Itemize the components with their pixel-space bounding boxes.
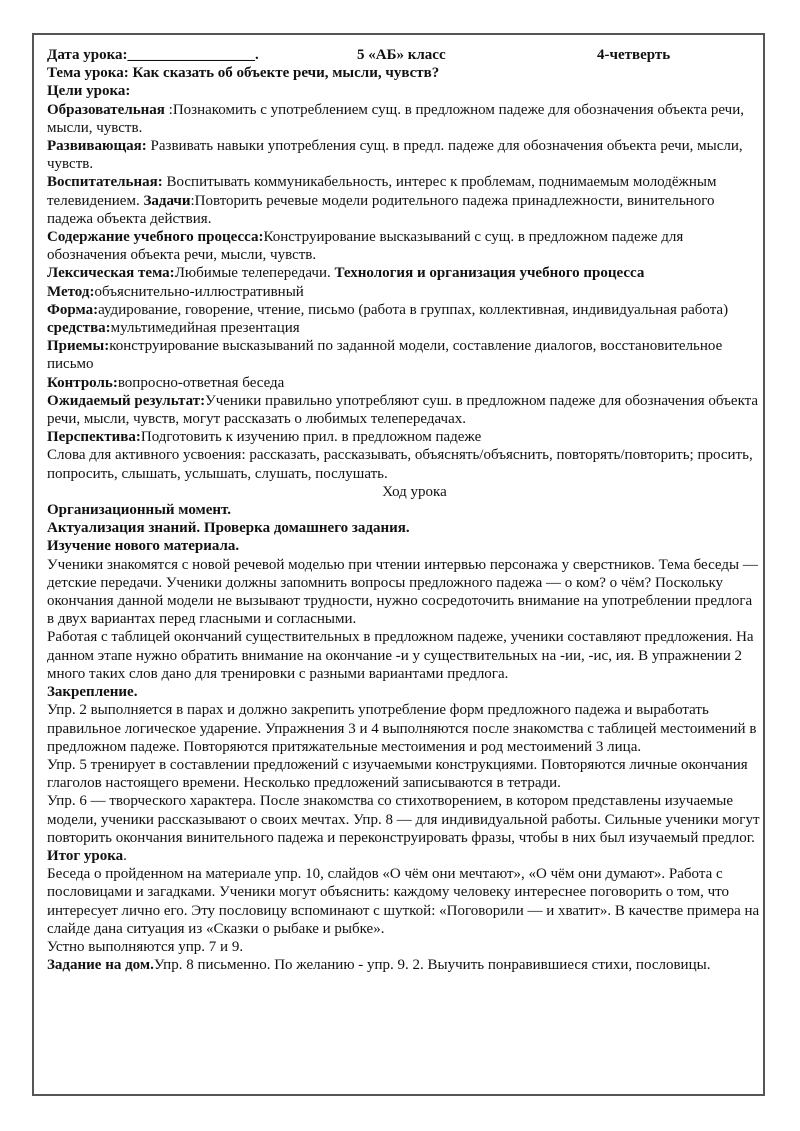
goal-upbringing: Воспитательная: Воспитывать коммуникабельность, интерес к проблемам, поднимаемым молодёжным телевидением. Задачи:Повторить речевые модели родительного падежа принадлежности, винительного падежа объекта действия. <box>47 174 717 227</box>
control: Контроль:вопросно-ответная беседа <box>47 374 285 391</box>
goal-developing: Развивающая: Развивать навыки употребления сущ. в предл. падеже для обозначения объекта речи, мысли, чувств. <box>47 138 743 173</box>
consolidation-heading: Закрепление. <box>47 684 138 701</box>
actualization-heading: Актуализация знаний. Проверка домашнего задания. <box>47 520 410 537</box>
homework: Задание на дом.Упр. 8 письменно. По желанию - упр. 9. 2. Выучить понравившиеся стихи, пословицы. <box>47 957 711 974</box>
content-process: Содержание учебного процесса:Конструирование высказываний с сущ. в предложном падеже для обозначения объекта речи, мысли, чувств. <box>47 229 684 264</box>
new-material-paragraph-2: Работая с таблицей окончаний существительных в предложном падеже, ученики составляют предложения. На данном этапе нужно обратить внимание на окончание -и у существительных на -ии, -ис, ия. В упражнении 2 много таких слов дано для тренировки с разными вариантами предлога. <box>47 629 754 682</box>
quarter-label: 4-четверть <box>597 47 671 63</box>
summary-paragraph-2: Устно выполняются упр. 7 и 9. <box>47 938 244 955</box>
lesson-date-label: Дата урока:_________________. <box>47 47 259 63</box>
active-vocabulary: Слова для активного усвоения: рассказать, рассказывать, объяснять/объяснить, повторять/повторить; просить, попросить, слышать, услышать, слушать, послушать. <box>47 447 753 482</box>
new-material-heading: Изучение нового материала. <box>47 538 240 555</box>
consolidation-paragraph-3: Упр. 6 — творческого характера. После знакомства со стихотворением, в котором представлены изучаемые модели, ученики рассказывают о своих мечтах. Упр. 8 — для индивидуальной работы. Сильные ученики могут повторить окончания винительного падежа и переконструировать фразы, чтобы в них был изучаемый предлог. <box>47 793 760 846</box>
lesson-plan-document <box>47 46 762 974</box>
consolidation-paragraph-2: Упр. 5 тренирует в составлении предложений с изучаемыми конструкциями. Повторяются личные окончания глаголов настоящего времени. Несколько предложений записываются в тетради. <box>47 756 748 792</box>
org-moment-heading: Организационный момент. <box>47 502 232 519</box>
header-row <box>47 46 762 64</box>
lexical-theme: Лексическая тема:Любимые телепередачи. Технология и организация учебного процесса <box>47 265 645 282</box>
expected-result: Ожидаемый результат:Ученики правильно употребляют суш. в предложном падеже для обозначения объекта речи, мысли, чувств, могут рассказать о любимых телепередачах. <box>47 392 759 428</box>
class-label: 5 «АБ» класс <box>357 47 446 63</box>
goal-educational: Образовательная :Познакомить с употреблением сущ. в предложном падеже для обозначения объекта речи, мысли, чувств. <box>47 101 744 136</box>
lesson-flow-heading: Ход урока <box>382 483 447 500</box>
method: Метод:объяснительно-иллюстративный <box>47 283 304 300</box>
perspective: Перспектива:Подготовить к изучению прил. в предложном падеже <box>47 429 482 446</box>
summary-heading: Итог урока. <box>47 847 127 864</box>
summary-paragraph-1: Беседа о пройденном на материале упр. 10, слайдов «О чём они мечтают», «О чём они думают». Работа с пословицами и загадками. Ученики могут объяснить: каждому человеку интереснее поговорить о том, что интересует лично его. Эту пословицу вспоминают с шуткой: «Поговорили — и хватит». В качестве примера на слайде дана ситуация из «Сказки о рыбаке и рыбке». <box>47 866 760 937</box>
techniques: Приемы:конструирование высказываний по заданной модели, составление диалогов, восстановительное письмо <box>47 338 723 373</box>
consolidation-paragraph-1: Упр. 2 выполняется в парах и должно закрепить употребление форм предложного падежа и выработать правильное логическое ударение. Упражнения 3 и 4 выполняются после знакомства с таблицей местоимений в предложном падеже. Повторяются притяжательные местоимения и род местоимений 3 лица. <box>47 702 757 755</box>
lesson-topic: Тема урока: Как сказать об объекте речи, мысли, чувств? <box>47 65 440 82</box>
new-material-paragraph-1: Ученики знакомятся с новой речевой моделью при чтении интервью персонажа у сверстников. Тема беседы — детские передачи. Ученики должны запомнить вопросы предложного падежа — о ком? о чём? Поскольку окончания данной модели не вызывают трудности, нужно сосредоточить внимание на употреблении предлога в двух вариантах перед гласными и согласными. <box>47 556 758 628</box>
form: Форма:аудирование, говорение, чтение, письмо (работа в группах, коллективная, индивидуальная работа) средства:мультимедийная презентация <box>47 301 729 337</box>
goals-heading: Цели урока: <box>47 83 131 100</box>
